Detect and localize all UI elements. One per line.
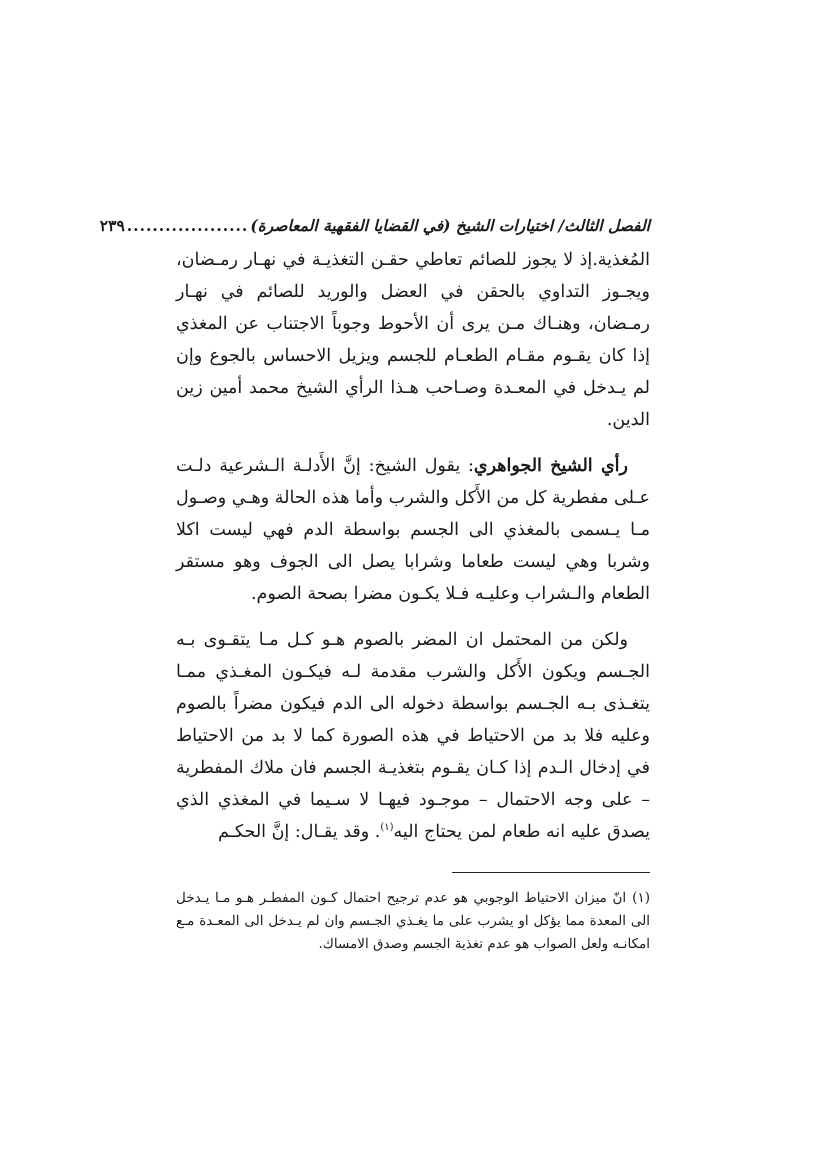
footnote-marker: (١): [632, 890, 650, 906]
paragraph-2-text: : يقول الشيخ: إنَّ الأَدلـة الـشرعية دلـت عـلى مفطرية كل من الأَكل والشرب وأما هذه الحالة وهـي وصـول مـا يـسمى بالمغذي الى الجسم بواسطة الدم فهي ليست اكلا وشربا وهي ليست طعاما وشرابا يصل الى الجوف وهو مستقر الطعام والـشراب وعليـه فـلا يكـون مضرا بصحة الصوم.: [176, 456, 650, 604]
paragraph-1: المُغذية.إذ لا يجوز للصائم تعاطي حقـن التغذيـة في نهـار رمـضان، ويجـوز التداوي بالحقن في العضل والوريد للصائم في نهـار رمـضان، وهنـاك مـن يرى أن الأحوط وجوباً الاجتناب عن المغذي إذا كان يقـوم مقـام الطعـام للجسم ويزيل الاحساس بالجوع وإن لم يـدخل في المعـدة وصـاحب هـذا الرأي الشيخ محمد أمين زين الدين.: [176, 250, 650, 430]
footnote-reference[interactable]: (١): [380, 822, 394, 834]
running-header: [99, 208, 650, 244]
footnote: [176, 887, 650, 956]
footnote-divider: [452, 872, 650, 873]
paragraph-3-text: ولكن من المحتمل ان المضر بالصوم هـو كـل مـا يتقـوى بـه الجـسم ويكون الأَكل والشرب مقدمة لـه فيكـون المغـذي ممـا يتغـذى بـه الجـسم بواسطة دخوله الى الدم فيكون مضراً بالصوم وعليه فلا بد من الاحتياط في هذه الصورة كما لا بد من الاحتياط في إدخال الـدم إذا كـان يقـوم بتغذيـة الجسم فان ملاك المفطرية – على وجه الاحتمال – موجـود فيهـا لا سـيما في المغذي الذي يصدق عليه انه طعام لمن يحتاج اليه: [176, 630, 650, 842]
paragraph-3: [176, 624, 650, 848]
footnote-text: انّ ميزان الاحتياط الوجوبي هو عدم ترجيح احتمال كـون المفطـر هـو مـا يـدخل الى المعدة مما يؤكل او يشرب على ما يغـذي الجـسم وان لم يـدخل الى المعـدة مـع امكانـه ولعل الصواب هو عدم تغذية الجسم وصدق الامساك.: [176, 890, 650, 952]
header-leader-dots: ...................: [126, 216, 249, 235]
paragraph-2: [176, 450, 650, 610]
page-number: ٢٣٩: [99, 216, 125, 235]
paragraph-3-tail: . وقد يقـال: إنَّ الحكـم: [218, 822, 381, 842]
main-text: [176, 244, 650, 848]
book-page: [99, 208, 650, 956]
chapter-title: الفصل الثالث/ اختيارات الشيخ (في القضايا الفقهية المعاصرة): [250, 216, 650, 235]
paragraph-2-lead: رأي الشيخ الجواهري: [473, 456, 628, 476]
